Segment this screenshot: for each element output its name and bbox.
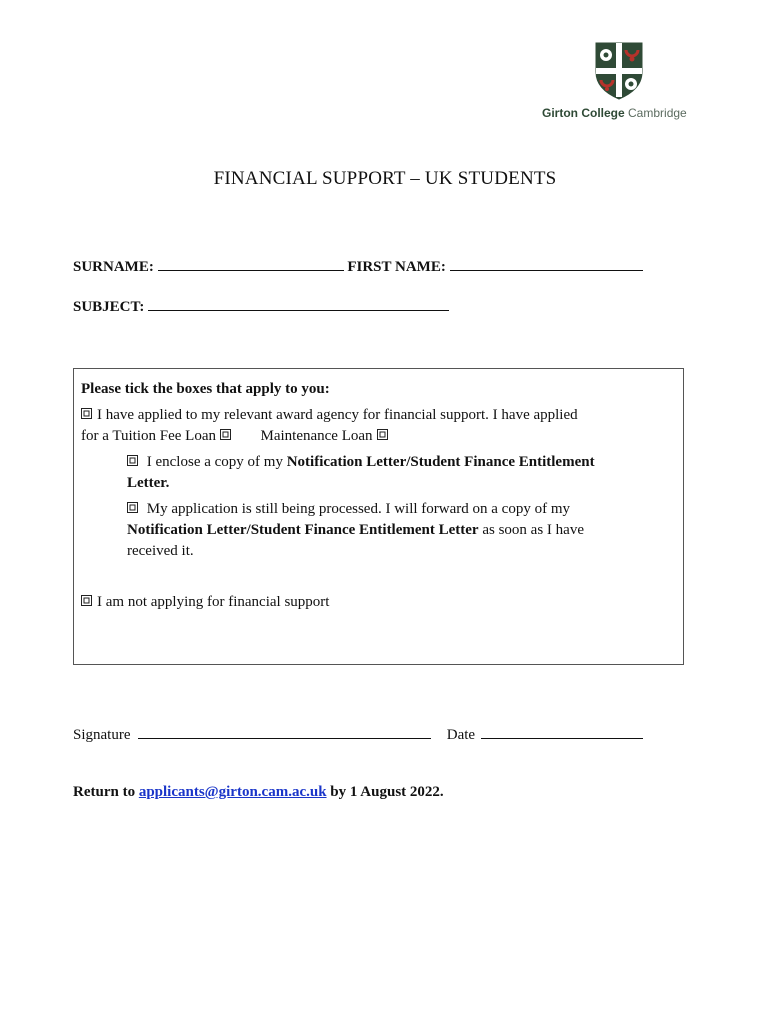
return-instruction bbox=[73, 784, 444, 801]
maintenance-loan-checkbox[interactable] bbox=[377, 429, 388, 440]
enclose-checkbox[interactable] bbox=[127, 455, 138, 466]
signature-row bbox=[73, 725, 643, 744]
processing-checkbox[interactable] bbox=[127, 502, 138, 513]
processing-option bbox=[127, 499, 657, 562]
surname-label: SURNAME: bbox=[73, 259, 154, 275]
subject-label: SUBJECT: bbox=[73, 299, 145, 315]
surname-field[interactable] bbox=[158, 257, 344, 271]
applied-text: I have applied to my relevant award agency for financial support. I have applied bbox=[97, 407, 578, 423]
subject-field-row bbox=[73, 297, 449, 316]
girton-college-crest-icon bbox=[595, 42, 643, 100]
first-name-label: FIRST NAME: bbox=[347, 259, 446, 275]
not-applying-option bbox=[81, 592, 329, 613]
enclose-bold-text: Notification Letter/Student Finance Entitlement bbox=[286, 454, 595, 470]
processing-text-2: as soon as I have bbox=[482, 522, 584, 538]
signature-label: Signature bbox=[73, 727, 131, 743]
return-suffix: by 1 August 2022. bbox=[330, 784, 444, 800]
not-applying-checkbox[interactable] bbox=[81, 595, 92, 606]
tuition-fee-loan-checkbox[interactable] bbox=[220, 429, 231, 440]
subject-field[interactable] bbox=[148, 297, 449, 311]
enclose-option bbox=[127, 452, 657, 494]
checklist-heading: Please tick the boxes that apply to you: bbox=[81, 381, 330, 397]
processing-bold-text: Notification Letter/Student Finance Entitlement Letter bbox=[127, 522, 479, 538]
processing-text: My application is still being processed. I will forward on a copy of my bbox=[146, 501, 570, 517]
enclose-text: I enclose a copy of my bbox=[146, 454, 283, 470]
first-name-field[interactable] bbox=[450, 257, 643, 271]
loan-options-row bbox=[81, 426, 388, 447]
not-applying-text: I am not applying for financial support bbox=[97, 594, 330, 610]
enclose-bold-text-2: Letter. bbox=[127, 475, 170, 491]
applied-option bbox=[81, 405, 578, 426]
email-link[interactable]: applicants@girton.cam.ac.uk bbox=[138, 784, 327, 800]
name-fields-row bbox=[73, 257, 643, 276]
processing-text-3: received it. bbox=[127, 543, 194, 559]
college-city: Cambridge bbox=[628, 106, 687, 120]
page-title: FINANCIAL SUPPORT – UK STUDENTS bbox=[213, 168, 557, 189]
tuition-fee-loan-label: for a Tuition Fee Loan bbox=[81, 428, 216, 444]
date-label: Date bbox=[446, 727, 476, 743]
college-wordmark bbox=[542, 106, 687, 120]
signature-field[interactable] bbox=[138, 725, 431, 739]
maintenance-loan-label: Maintenance Loan bbox=[260, 428, 373, 444]
college-name: Girton College bbox=[542, 106, 625, 120]
date-field[interactable] bbox=[481, 725, 643, 739]
applied-checkbox[interactable] bbox=[81, 408, 92, 419]
return-prefix: Return to bbox=[73, 784, 136, 800]
